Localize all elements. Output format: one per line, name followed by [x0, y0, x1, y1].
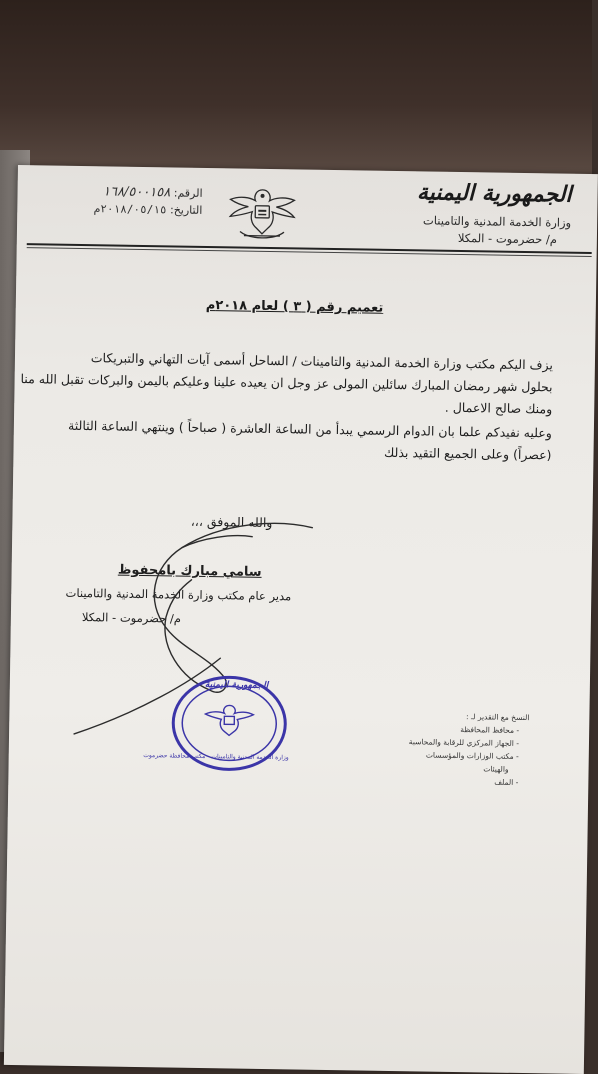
circular-title: تعميم رقم ( ٣ ) لعام ٢٠١٨م: [205, 297, 384, 316]
cc-heading: النسخ مع التقدير لـ :: [466, 712, 530, 723]
cc-item: - مكتب الوزارات والمؤسسات: [425, 750, 519, 761]
cc-item: [483, 764, 508, 773]
reference-label: الرقم:: [173, 186, 203, 200]
stamp-outer-text: الجمهورية اليمنية: [204, 679, 269, 691]
cc-item-text: مكتب الوزارات والمؤسسات: [425, 750, 514, 761]
date-row: [37, 201, 202, 217]
body-line-2: بحلول شهر رمضان المبارك سائلين المولى عز وجل ان يعيده علينا وعليكم باليمن والبركات تقبل الله منا: [20, 371, 553, 395]
ministry-name: وزارة الخدمة المدنية والتامينات: [422, 213, 572, 230]
cc-item: - الملف: [494, 777, 519, 787]
date-value: ٢٠١٨/٠٥/١٥م: [93, 202, 167, 217]
signatory-role: مدير عام مكتب وزارة الخدمة المدنية والتامينات: [65, 585, 292, 604]
signatory-name: سامي مبارك بامحفوظ: [117, 562, 262, 580]
body-line-1: يزف اليكم مكتب وزارة الخدمة المدنية والتامينات / الساحل أسمى آيات التهاني والتبريكات: [90, 350, 554, 373]
cc-item-text: والهيئات: [483, 764, 509, 774]
body-line-4: وعليه نفيدكم علما بان الدوام الرسمي يبدأ من الساعة العاشرة ( صباحاً ) وينتهي الساعة الثالثة: [67, 417, 552, 441]
cc-item: - الجهاز المركزي للرقابة والمحاسبة: [408, 737, 520, 748]
cc-item: - محافظ المحافظة: [460, 725, 520, 735]
closing-phrase: والله الموفق ،،،: [190, 513, 273, 531]
yemen-eagle-emblem: [222, 183, 303, 244]
letter-paper: [4, 165, 598, 1074]
cc-item-text: محافظ المحافظة: [460, 725, 515, 735]
body-line-5: (عصراً) وعلى الجميع التقيد بذلك: [383, 444, 552, 463]
reference-value: ١٦٨/٥٠٠١٥٨: [102, 184, 171, 201]
republic-calligraphy: الجمهورية اليمنية: [416, 179, 572, 208]
cc-item-text: الملف: [494, 777, 514, 787]
body-line-3: ومنك صالح الاعمال .: [444, 399, 553, 417]
reference-number-row: [37, 183, 202, 201]
branch-name: م/ حضرموت - المكلا: [457, 230, 558, 247]
stamp-inner-text: وزارة الخدمة المدنية والتامينات - مكتب محافظة حضرموت: [143, 752, 289, 762]
signatory-branch: م/ حضرموت - المكلا: [81, 610, 182, 626]
cc-item-text: الجهاز المركزي للرقابة والمحاسبة: [408, 737, 514, 748]
date-label: التاريخ:: [169, 203, 203, 217]
dark-background-top: [0, 0, 592, 175]
